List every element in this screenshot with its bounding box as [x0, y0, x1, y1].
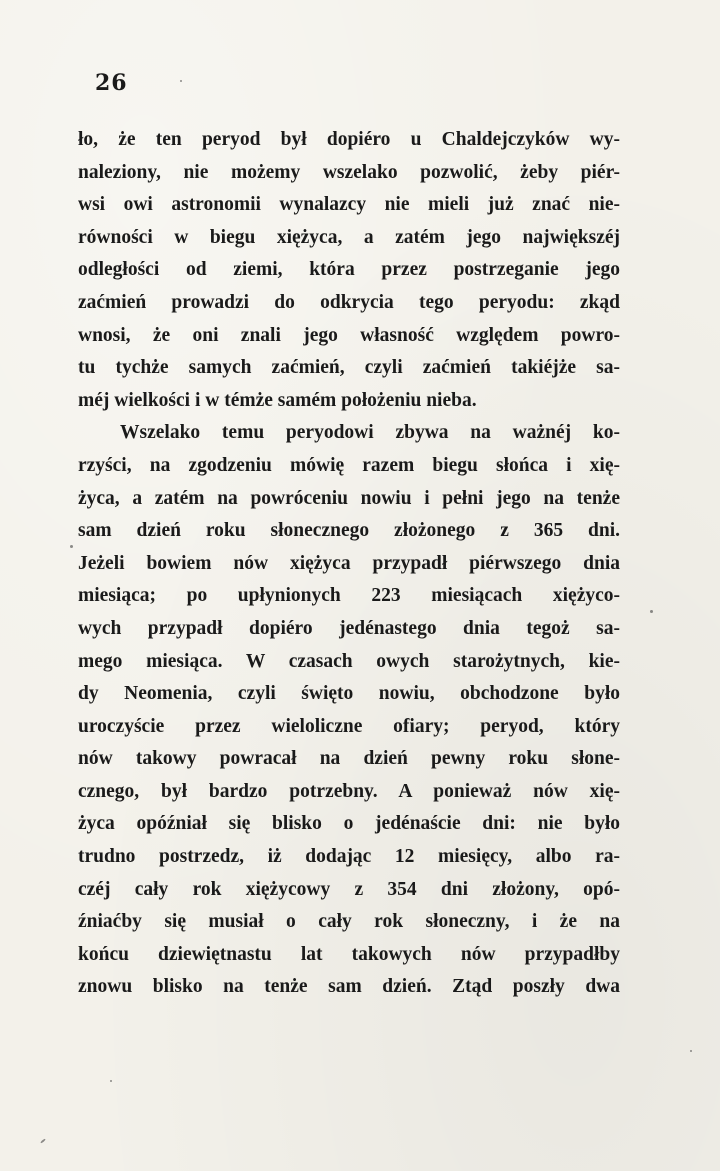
text-line: mego miesiąca. W czasach owych starożytnych, kie- [78, 650, 620, 672]
text-line: końcu dziewiętnastu lat takowych nów przypadłby [78, 943, 620, 965]
scan-speck [180, 80, 182, 82]
text-line: równości w biegu xiężyca, a zatém jego największéj [78, 226, 620, 248]
text-line: znowu blisko na tenże sam dzień. Ztąd poszły dwa [78, 976, 620, 998]
scan-speck [690, 1050, 692, 1052]
text-line: trudno postrzedz, iż dodając 12 miesięcy, albo ra- [78, 846, 620, 868]
text-line: czéj cały rok xiężycowy z 354 dni złożony, opó- [78, 878, 620, 900]
text-line: życa, a zatém na powróceniu nowiu i pełni jego na tenże [78, 487, 620, 509]
text-line: Jeżeli bowiem nów xiężyca przypadł piérwszego dnia [78, 552, 620, 574]
text-line: rzyści, na zgodzeniu mówię razem biegu słońca i xię- [78, 454, 620, 476]
text-line: odległości od ziemi, która przez postrzeganie jego [78, 259, 620, 281]
text-line: naleziony, nie możemy wszelako pozwolić, żeby piér- [78, 161, 620, 183]
text-line: Wszelako temu peryodowi zbywa na ważnéj ko- [120, 422, 620, 444]
text-line: źniaćby się musiał o cały rok słoneczny, i że na [78, 911, 620, 933]
text-line: miesiąca; po upłynionych 223 miesiącach xiężyco- [78, 585, 620, 607]
scan-speck [110, 1080, 112, 1082]
scan-speck [650, 610, 653, 613]
scan-speck [70, 545, 73, 548]
text-line: uroczyście przez wieloliczne ofiary; peryod, który [78, 715, 620, 737]
text-line: dy Neomenia, czyli święto nowiu, obchodzone było [78, 683, 620, 705]
text-line: życa opóźniał się blisko o jedénaście dni: nie było [78, 813, 620, 835]
text-line: cznego, był bardzo potrzebny. A ponieważ nów xię- [78, 780, 620, 802]
text-line: wnosi, że oni znali jego własność względem powro- [78, 324, 620, 346]
text-line: ło, że ten peryod był dopiéro u Chaldejczyków wy- [78, 129, 620, 150]
text-line: wych przypadł dopiéro jedénastego dnia tegoż sa- [78, 617, 620, 639]
text-line: zaćmień prowadzi do odkrycia tego peryodu: zkąd [78, 291, 620, 313]
scan-speck [40, 1138, 46, 1143]
text-line: nów takowy powracał na dzień pewny roku słone- [78, 748, 620, 770]
text-line: sam dzień roku słonecznego złożonego z 365 dni. [78, 520, 620, 542]
text-line: méj wielkości i w témże samém położeniu nieba. [78, 389, 477, 411]
body-text [78, 124, 620, 1004]
page-number: 26 [95, 70, 128, 96]
text-line: tu tychże samych zaćmień, czyli zaćmień takiéjże sa- [78, 357, 620, 379]
text-line: wsi owi astronomii wynalazcy nie mieli już znać nie- [78, 194, 620, 216]
